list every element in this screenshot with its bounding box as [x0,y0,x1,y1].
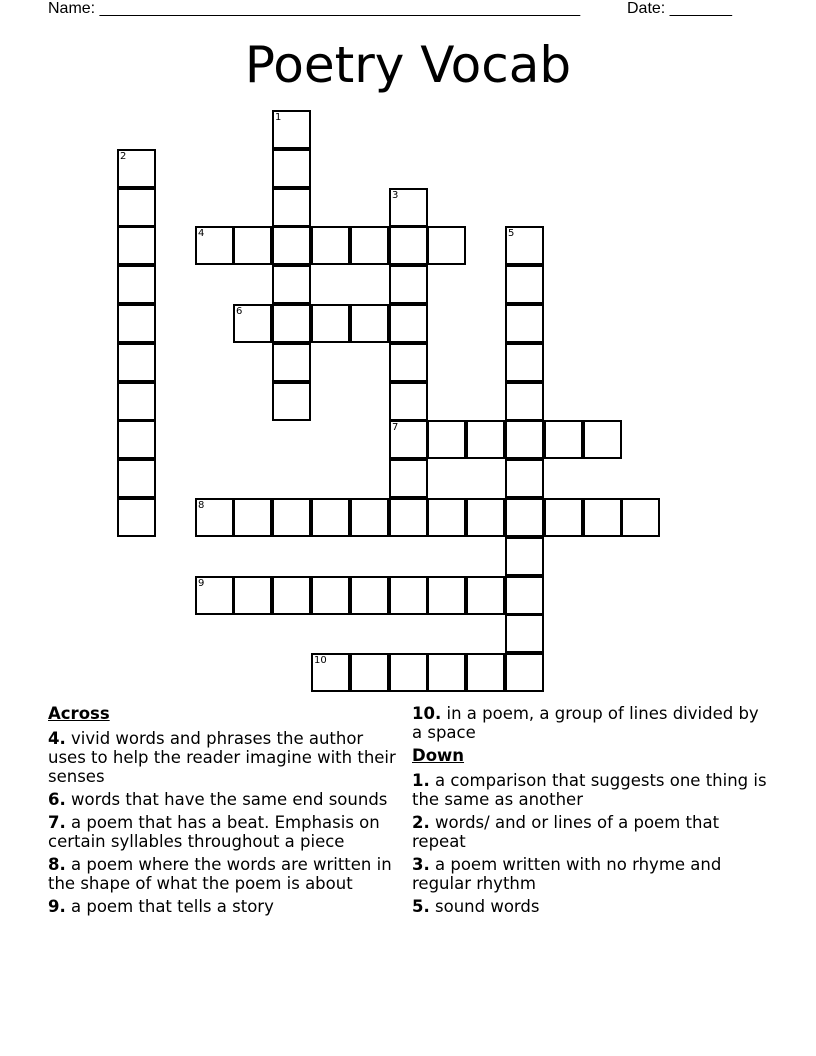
grid-cell[interactable] [272,188,311,227]
clue-number: 3. [412,855,430,874]
grid-cell[interactable] [544,498,583,537]
grid-cell[interactable] [233,576,272,615]
grid-cell[interactable] [117,498,156,537]
clue-number: 7. [48,813,66,832]
grid-cell[interactable] [117,149,156,188]
page-title: Poetry Vocab [244,36,572,94]
grid-cell[interactable] [505,382,544,421]
grid-cell[interactable] [621,498,660,537]
clue-across-9 [48,897,400,916]
grid-cell[interactable] [195,498,234,537]
grid-cell[interactable] [427,226,466,265]
grid-cell[interactable] [389,420,428,459]
grid-cell[interactable] [117,265,156,304]
grid-cell[interactable] [233,304,272,343]
grid-cell[interactable] [311,304,350,343]
grid-cell[interactable] [311,498,350,537]
grid-cell[interactable] [350,498,389,537]
clue-text: in a poem, a group of lines divided by a space [412,704,759,742]
grid-cell[interactable] [350,226,389,265]
grid-cell[interactable] [272,343,311,382]
clue-across-4 [48,729,400,786]
name-field-label[interactable]: Name: ______________________________________________________ [48,0,581,17]
grid-cell[interactable] [350,304,389,343]
grid-cell[interactable] [389,459,428,498]
clue-down-2 [412,813,772,851]
cell-number: 3 [392,190,399,201]
cell-number: 7 [392,422,399,433]
grid-cell[interactable] [427,653,466,692]
grid-cell[interactable] [272,382,311,421]
clue-text: vivid words and phrases the author uses to help the reader imagine with their senses [48,729,396,786]
clue-number: 2. [412,813,430,832]
clue-down-1 [412,771,772,809]
grid-cell[interactable] [117,226,156,265]
grid-cell[interactable] [583,420,622,459]
grid-cell[interactable] [466,653,505,692]
grid-cell[interactable] [505,459,544,498]
grid-cell[interactable] [117,382,156,421]
grid-cell[interactable] [272,265,311,304]
clue-text: a poem that tells a story [71,897,274,916]
grid-cell[interactable] [389,188,428,227]
clue-number: 5. [412,897,430,916]
grid-cell[interactable] [389,343,428,382]
clue-across-8 [48,855,400,893]
grid-cell[interactable] [427,420,466,459]
grid-cell[interactable] [311,653,350,692]
cell-number: 8 [198,500,205,511]
date-field-label[interactable]: Date: _______ [627,0,732,17]
cell-number: 2 [120,151,127,162]
cell-number: 10 [314,655,327,666]
clue-down-5 [412,897,772,916]
grid-cell[interactable] [505,343,544,382]
cell-number: 4 [198,228,205,239]
cell-number: 5 [508,228,515,239]
grid-cell[interactable] [466,420,505,459]
clue-text: sound words [435,897,540,916]
grid-cell[interactable] [505,265,544,304]
grid-cell[interactable] [505,537,544,576]
clue-number: 1. [412,771,430,790]
grid-cell[interactable] [311,226,350,265]
grid-cell[interactable] [272,226,311,265]
grid-cell[interactable] [389,653,428,692]
clue-text: words/ and or lines of a poem that repeat [412,813,720,851]
grid-cell[interactable] [505,304,544,343]
grid-cell[interactable] [583,498,622,537]
grid-cell[interactable] [195,226,234,265]
cell-number: 6 [236,306,243,317]
clues-right-column [412,704,772,920]
grid-cell[interactable] [505,614,544,653]
grid-cell[interactable] [272,576,311,615]
grid-cell[interactable] [466,498,505,537]
grid-cell[interactable] [195,576,234,615]
clue-text: a comparison that suggests one thing is the same as another [412,771,767,809]
clues-left-column [48,704,400,920]
grid-cell[interactable] [117,188,156,227]
grid-cell[interactable] [389,304,428,343]
grid-cell[interactable] [272,304,311,343]
clue-across-7 [48,813,400,851]
grid-cell[interactable] [466,576,505,615]
grid-cell[interactable] [233,226,272,265]
grid-cell[interactable] [233,498,272,537]
grid-cell[interactable] [389,382,428,421]
grid-cell[interactable] [311,576,350,615]
grid-cell[interactable] [272,149,311,188]
grid-cell[interactable] [350,653,389,692]
grid-cell[interactable] [117,420,156,459]
down-heading: Down [412,746,465,765]
across-heading: Across [48,704,110,723]
grid-cell[interactable] [117,304,156,343]
grid-cell[interactable] [389,226,428,265]
clue-number: 6. [48,790,66,809]
grid-cell[interactable] [389,498,428,537]
grid-cell[interactable] [505,498,544,537]
grid-cell[interactable] [272,498,311,537]
clue-down-3 [412,855,772,893]
clue-text: words that have the same end sounds [71,790,388,809]
grid-cell[interactable] [505,576,544,615]
grid-cell[interactable] [272,110,311,149]
grid-cell[interactable] [389,265,428,304]
clue-text: a poem that has a beat. Emphasis on certain syllables throughout a piece [48,813,380,851]
grid-cell[interactable] [350,576,389,615]
clue-number: 10. [412,704,442,723]
clue-text: a poem where the words are written in the shape of what the poem is about [48,855,392,893]
grid-cell[interactable] [427,576,466,615]
clue-across-10 [412,704,772,742]
clue-number: 8. [48,855,66,874]
grid-cell[interactable] [427,498,466,537]
clue-number: 4. [48,729,66,748]
grid-cell[interactable] [505,226,544,265]
clue-number: 9. [48,897,66,916]
grid-cell[interactable] [117,343,156,382]
cell-number: 9 [198,578,205,589]
grid-cell[interactable] [505,420,544,459]
grid-cell[interactable] [389,576,428,615]
grid-cell[interactable] [505,653,544,692]
clue-across-6 [48,790,400,809]
cell-number: 1 [275,112,282,123]
grid-cell[interactable] [117,459,156,498]
grid-cell[interactable] [544,420,583,459]
clue-text: a poem written with no rhyme and regular rhythm [412,855,722,893]
